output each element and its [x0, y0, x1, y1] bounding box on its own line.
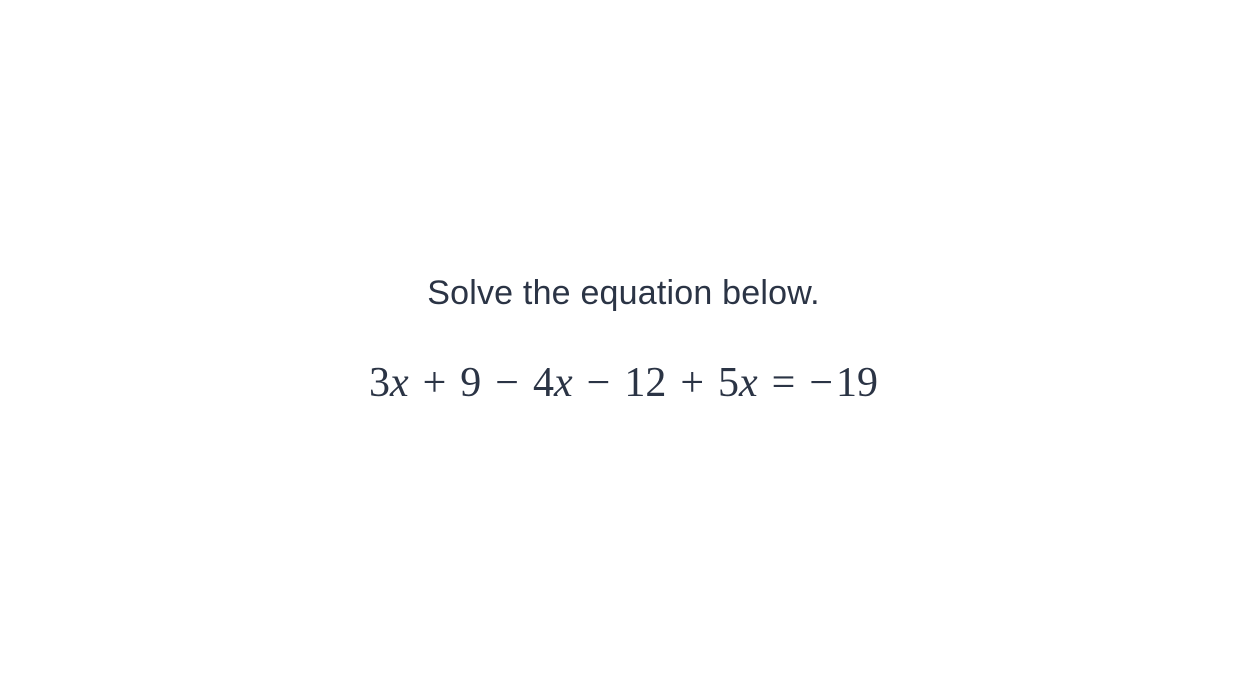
term-5x	[718, 358, 758, 408]
minus-operator: −	[586, 360, 611, 406]
negative-sign: −	[809, 360, 834, 406]
term-3x-coefficient: 3	[368, 360, 390, 406]
minus-operator: −	[495, 360, 519, 406]
term-5x-coefficient: 5	[718, 360, 740, 406]
term-9: 9	[460, 360, 482, 406]
right-hand-side: 19	[836, 360, 879, 406]
question-content	[0, 270, 1247, 408]
plus-operator: +	[680, 360, 705, 406]
term-12: 12	[624, 360, 667, 406]
equation	[0, 358, 1247, 408]
term-5x-variable: x	[739, 360, 758, 406]
term-4x-coefficient: 4	[532, 360, 554, 406]
equals-sign: =	[771, 360, 796, 406]
term-4x	[533, 358, 573, 408]
term-3x	[369, 358, 409, 408]
question-prompt: Solve the equation below.	[427, 274, 820, 312]
term-4x-variable: x	[553, 360, 573, 406]
plus-operator: +	[422, 360, 447, 406]
term-3x-variable: x	[389, 360, 409, 406]
